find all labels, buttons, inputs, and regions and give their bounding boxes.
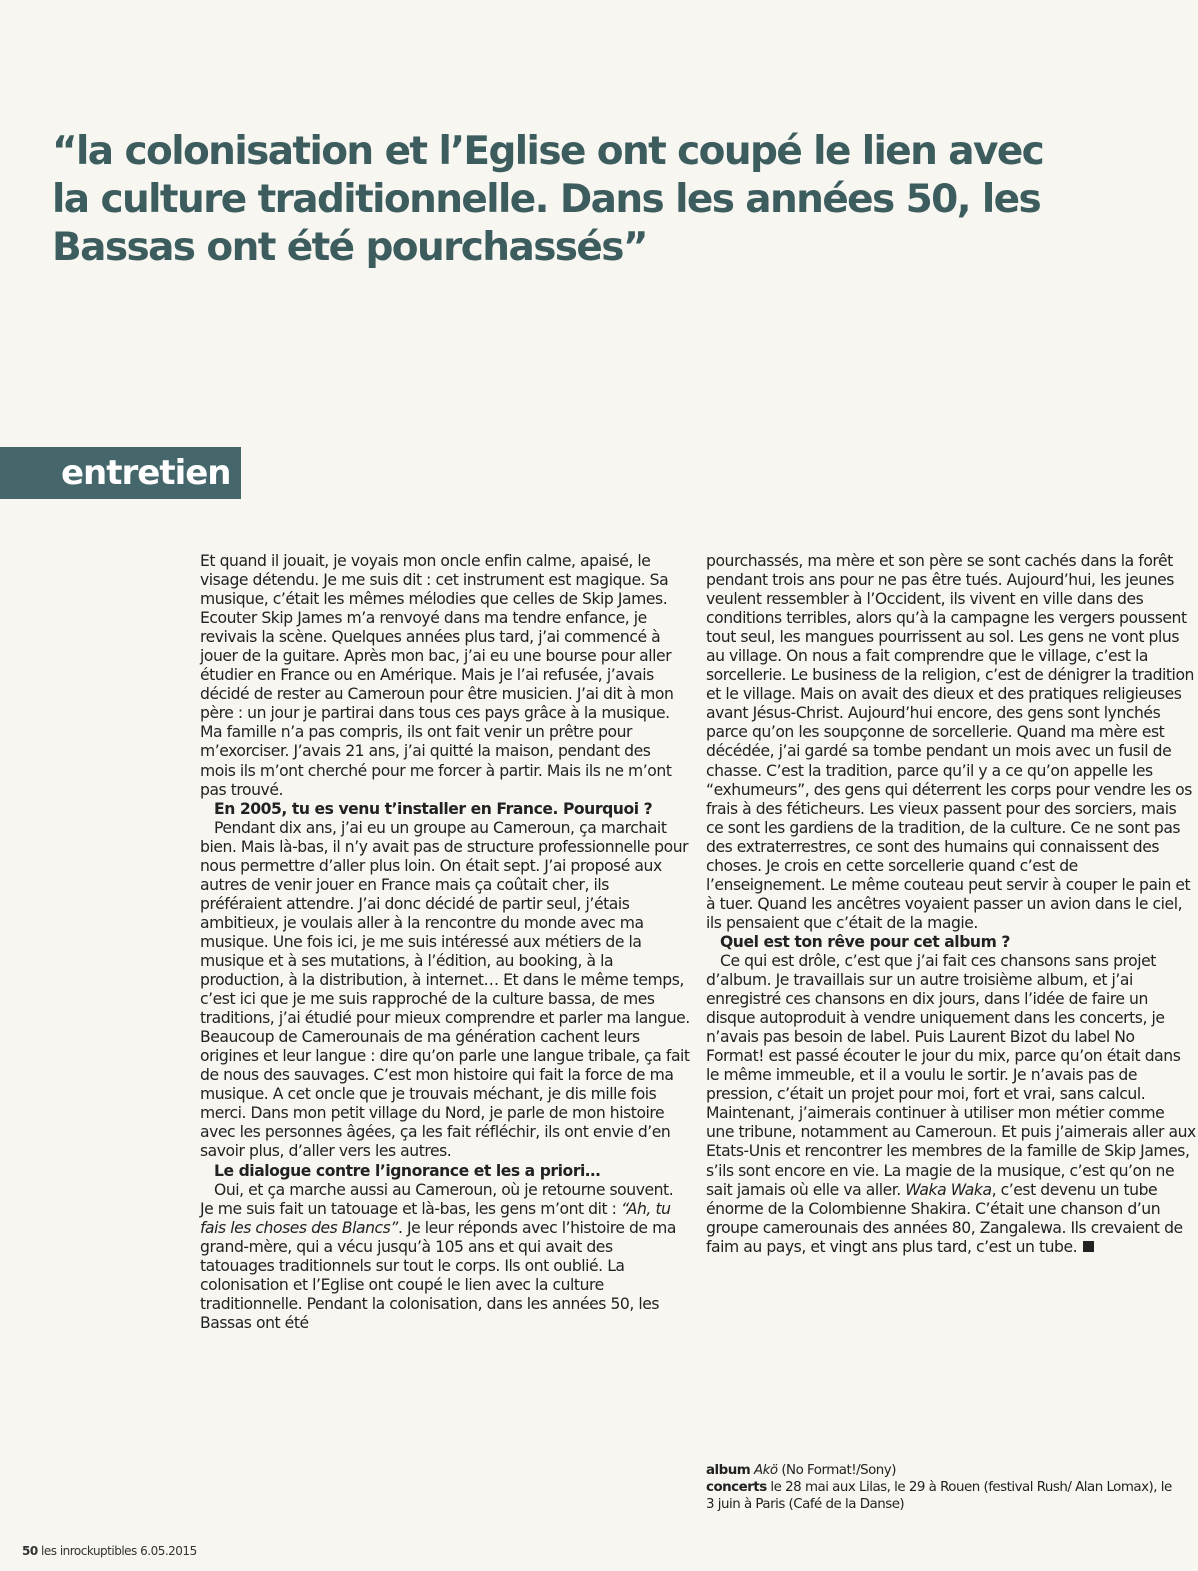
pull-quote: “la colonisation et l’Eglise ont coupé le lien avec la culture traditionnelle. Dans les années 50, les Bassas ont été pourchassés” xyxy=(52,129,1044,270)
section-tag-bar xyxy=(0,447,43,499)
album-title: Akö xyxy=(753,1463,778,1478)
magazine-name: les inrockuptibles xyxy=(41,1544,137,1558)
quoted-phrase: “Ah, tu fais les choses des Blancs” xyxy=(200,1199,671,1237)
paragraph: Ce qui est drôle, c’est que j’ai fait ces chansons sans projet d’album. Je travaillais sur un autre troisième album, et j’ai enregistré ces chansons en dix jours, dans l’idée de faire un disque autoproduit à vendre uniquement dans les concerts, je n’avais pas besoin de label. Puis Laurent Bizot du label No Format! est passé écouter le jour du mix, parce qu’on était dans le même immeuble, et il a voulu le sortir. Je n’avais pas de pression, c’était un projet pour moi, fort et vrai, sans calcul. Maintenant, j’aimerais continuer à utiliser mon métier comme une tribune, notamment au Cameroun. Et puis j’aimerais aller aux Etats-Unis et rencontrer les membres de la famille de Skip James, s’ils sont encore en vie. La magie de la musique, c’est qu’on ne sait jamais où elle va aller. Waka Waka, c’est devenu un tube énorme de la Colombienne Shakira. C’était une chanson d’un groupe camerounais des années 80, Zangalewa. Ils crevaient de faim au pays, et vingt ans plus tard, c’est un tube. xyxy=(706,951,1196,1256)
paragraph: Et quand il jouait, je voyais mon oncle enfin calme, apaisé, le visage détendu. Je me suis dit : cet instrument est magique. Sa musique, c’était les mêmes mélodies que celles de Skip James. Ecouter Skip James m’a renvoyé dans ma tendre enfance, je revivais la scène. Quelques années plus tard, j’ai commencé à jouer de la guitare. Après mon bac, j’ai eu une bourse pour aller étudier en France ou en Amérique. Mais je l’ai refusée, j’avais décidé de rester au Cameroun pour être musicien. J’ai dit à mon père : un jour je partirai dans tous ces pays grâce à la musique. Ma famille n’a pas compris, ils ont fait venir un prêtre pour m’exorciser. J’avais 21 ans, j’ai quitté la maison, pendant des mois ils m’ont cherché pour me forcer à partir. Mais ils ne m’ont pas trouvé. xyxy=(200,552,674,799)
paragraph: pourchassés, ma mère et son père se sont cachés dans la forêt pendant trois ans pour ne pas être tués. Aujourd’hui, les jeunes veulent ressembler à l’Occident, ils vivent en ville dans des conditions terribles, alors qu’à la campagne les vergers poussent tout seul, les mangues pourrissent au sol. Les gens ne vont plus au village. On nous a fait comprendre que le village, c’est la sorcellerie. Le business de la religion, c’est de dénigrer la tradition et le village. Mais on avait des dieux et des pratiques religieuses avant Jésus-Christ. Aujourd’hui encore, des gens sont lynchés parce qu’on les soupçonne de sorcellerie. Quand ma mère est décédée, j’ai gardé sa tombe pendant un mois avec un fusil de chasse. C’est la tradition, parce qu’il y a ce qu’on appelle les “exhumeurs”, des gens qui déterrent les corps pour vendre les os frais à des féticheurs. Les vieux passent pour des sorciers, mais ce sont les gardiens de la tradition, de la culture. Ce ne sont pas des extraterrestres, ce sont des humains qui connaissent des choses. Je crois en cette sorcellerie quand c’est de l’enseignement. Le même couteau peut servir à couper le pain et à tuer. Quand les ancêtres voyaient passer un avion dans le ciel, ils pensaient que c’était de la magie. xyxy=(706,552,1194,932)
page-number: 50 xyxy=(22,1544,38,1558)
interview-question: Le dialogue contre l’ignorance et les a priori… xyxy=(214,1161,601,1180)
article-column-right xyxy=(706,552,1196,1257)
interview-question: En 2005, tu es venu t’installer en France. Pourquoi ? xyxy=(214,799,653,818)
end-mark-icon xyxy=(1083,1241,1094,1252)
paragraph: Pendant dix ans, j’ai eu un groupe au Cameroun, ça marchait bien. Mais là-bas, il n’y avait pas de structure professionnelle pour nous permettre d’aller plus loin. On était sept. J’ai proposé aux autres de venir jouer en France mais ça coûtait cher, ils préféraient attendre. J’ai donc décidé de partir seul, j’étais ambitieux, je voulais aller à la rencontre du monde avec ma musique. Une fois ici, je me suis intéressé aux métiers de la musique et à ses mutations, à l’édition, au booking, à la production, à la distribution, à internet… Et dans le même temps, c’est ici que je me suis rapproché de la culture bassa, de mes traditions, j’ai étudié pour mieux comprendre et parler ma langue. Beaucoup de Camerounais de ma génération cachent leurs origines et leur langue : dire qu’on parle une langue tribale, ça fait de nous des sauvages. C’est mon histoire qui fait la force de ma musique. A cet oncle que je trouvais méchant, je dis mille fois merci. Dans mon petit village du Nord, je parle de mon histoire avec les personnes âgées, ça les fait réfléchir, ils ont envie d’en savoir plus, d’aller vers les autres. xyxy=(200,818,690,1161)
album-credits xyxy=(706,1462,1176,1513)
paragraph: Oui, et ça marche aussi au Cameroun, où je retourne souvent. Je me suis fait un tatouage et là-bas, les gens m’ont dit : “Ah, tu fais les choses des Blancs”. Je leur réponds avec l’histoire de ma grand-mère, qui a vécu jusqu’à 105 ans et qui avait des tatouages traditionnels sur tout le corps. Ils ont oublié. La colonisation et l’Eglise ont coupé le lien avec la culture traditionnelle. Pendant la colonisation, dans les années 50, les Bassas ont été xyxy=(200,1180,676,1332)
interview-question: Quel est ton rêve pour cet album ? xyxy=(720,932,1010,951)
song-title: Waka Waka xyxy=(905,1180,992,1199)
section-tag: entretien xyxy=(43,447,241,499)
issue-date: 6.05.2015 xyxy=(140,1544,197,1558)
page-footer xyxy=(22,1544,197,1558)
album-line: album Akö (No Format!/Sony) xyxy=(706,1463,896,1478)
article-column-left xyxy=(200,552,690,1333)
concerts-line: concerts le 28 mai aux Lilas, le 29 à Rouen (festival Rush/ Alan Lomax), le 3 juin à Paris (Café de la Danse) xyxy=(706,1480,1172,1512)
